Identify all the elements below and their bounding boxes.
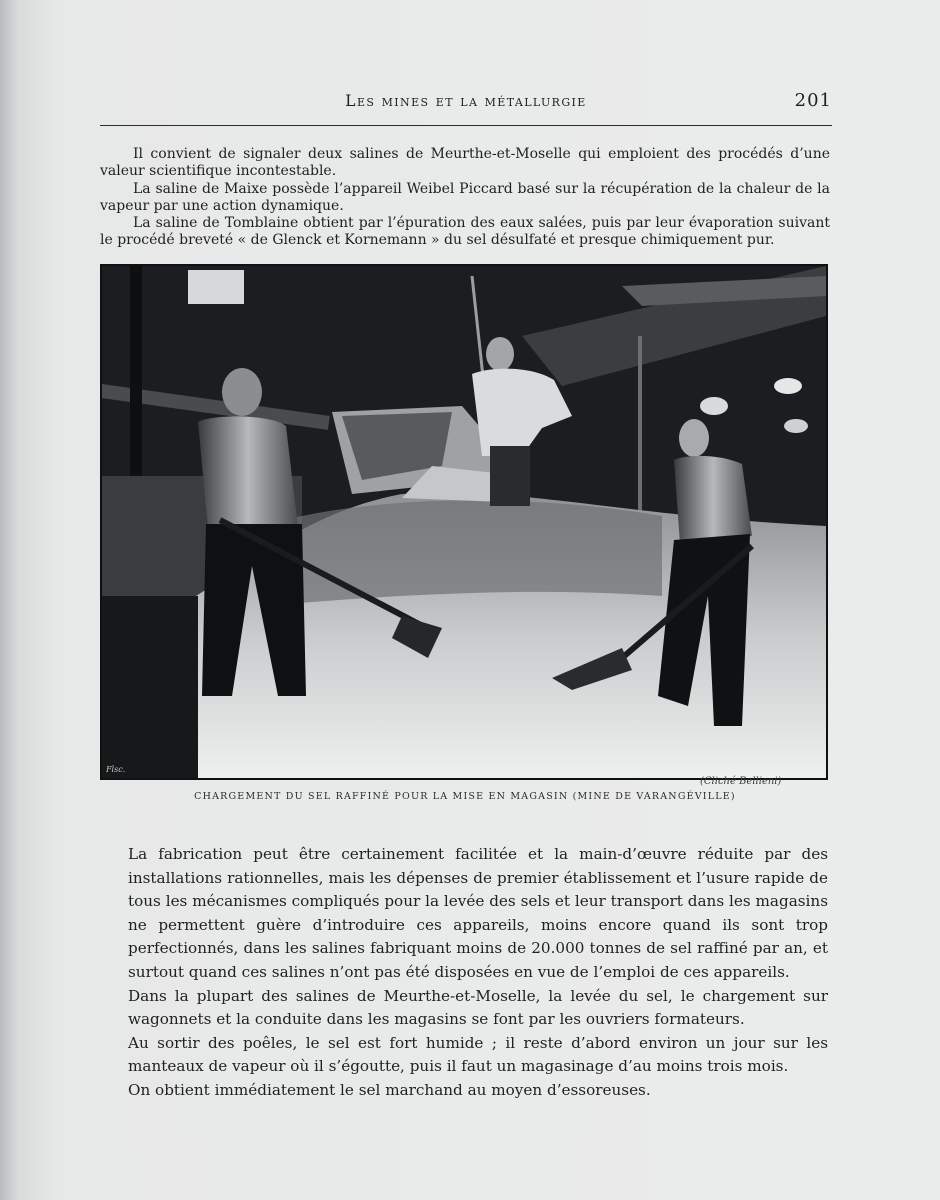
engraver-mark: Flsc. <box>106 765 126 774</box>
photo-illustration <box>102 266 826 778</box>
body-text <box>128 843 828 1103</box>
lamp <box>700 397 728 415</box>
bin <box>102 596 198 778</box>
lamp <box>784 419 808 433</box>
body-paragraph: La fabrication peut être certainement facilitée et la main-d’œuvre réduite par des installations rationnelles, mais les dépenses de premier établissement et l’usure rapide de tous les mécanismes compliqués pour la levée des sels et leur transport dans les magasins ne permettent guère d’introduire ces appareils, moins encore quand ils sont trop perfectionnés, dans les salines fabriquant moins de 20.000 tonnes de sel raffiné par an, et surtout quand ces salines n’ont pas été disposées en vue de l’emploi de ces appareils. <box>128 845 828 981</box>
photograph-salt-loading <box>100 264 828 780</box>
intro-paragraph: La saline de Maixe possède l’appareil Weibel Piccard basé sur la récupération de la chaleur de la vapeur par une action dynamique. <box>100 180 830 214</box>
lamp <box>774 378 802 394</box>
running-title: Les mines et la métallurgie <box>345 92 587 110</box>
body-paragraph: Au sortir des poêles, le sel est fort humide ; il reste d’abord environ un jour sur les manteaux de vapeur où il s’égoutte, puis il faut un magasinage d’au moins trois mois. <box>128 1033 828 1076</box>
photo-credit: (Cliché Bellieni) <box>700 776 782 787</box>
intro-paragraph: La saline de Tomblaine obtient par l’épuration des eaux salées, puis par leur évaporation suivant le procédé breveté « de Glenck et Kornemann » du sel désulfaté et presque chimiquement pur. <box>100 215 830 249</box>
post <box>638 336 642 516</box>
intro-text <box>100 146 830 250</box>
skylight <box>188 270 244 304</box>
page-number: 201 <box>794 90 832 111</box>
salt-slope <box>262 500 662 606</box>
intro-paragraph: Il convient de signaler deux salines de Meurthe-et-Moselle qui emploient des procédés d’une valeur scientifique incontestable. <box>100 146 830 180</box>
header-rule <box>100 125 832 126</box>
body-paragraph: On obtient immédiatement le sel marchand au moyen d’essoreuses. <box>128 1080 651 1099</box>
figure-caption: CHARGEMENT DU SEL RAFFINÉ POUR LA MISE EN MAGASIN (MINE DE VARANGÉVILLE) <box>194 791 736 802</box>
page-header <box>100 86 832 116</box>
body-paragraph: Dans la plupart des salines de Meurthe-et-Moselle, la levée du sel, le chargement sur wagonnets et la conduite dans les magasins se font par les ouvriers formateurs. <box>128 986 828 1029</box>
